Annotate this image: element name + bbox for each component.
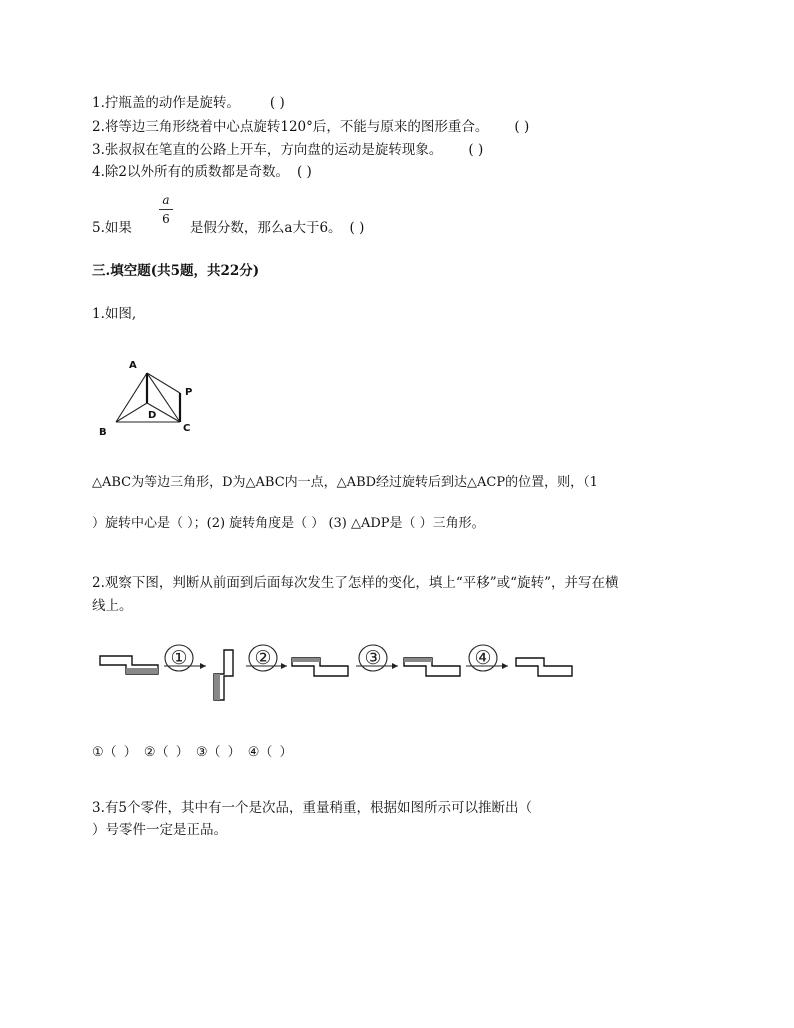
judgment-q3 bbox=[92, 141, 483, 159]
edge-ab bbox=[116, 373, 147, 422]
arrow-step-2 bbox=[246, 645, 287, 671]
answer-paren[interactable]: ( ) bbox=[349, 220, 365, 236]
step-1-label: ① bbox=[170, 647, 188, 669]
shape-2 bbox=[214, 650, 233, 700]
fill-q1-intro: 1.如图, bbox=[92, 306, 137, 322]
shape-4 bbox=[404, 658, 460, 676]
judgment-q1-text: 1.拧瓶盖的动作是旋转。 bbox=[92, 95, 240, 111]
shape-1 bbox=[100, 656, 158, 674]
fill-q2-line1: 2.观察下图，判断从前面到后面每次发生了怎样的变化，填上“平移”或“旋转”，并写在横 bbox=[92, 575, 619, 591]
step-3-label: ③ bbox=[364, 647, 382, 669]
label-b: B bbox=[99, 427, 107, 438]
arrow-step-1 bbox=[164, 645, 206, 671]
fill-q2-answers[interactable]: ①（ ） ②（ ） ③（ ） ④（ ） bbox=[92, 745, 293, 760]
fraction-bar bbox=[159, 209, 173, 210]
answer-paren[interactable]: ( ) bbox=[514, 119, 530, 135]
judgment-q5 bbox=[92, 219, 364, 237]
arrow-step-3 bbox=[356, 645, 398, 671]
fill-q2-line2: 线上。 bbox=[92, 598, 133, 614]
judgment-q4-text: 4.除2以外所有的质数都是奇数。 bbox=[92, 164, 289, 180]
label-c: C bbox=[183, 423, 191, 434]
judgment-q2-text: 2.将等边三角形绕着中心点旋转120°后，不能与原来的图形重合。 bbox=[92, 119, 489, 135]
answer-paren[interactable]: ( ) bbox=[296, 164, 312, 180]
fill-q3-line2: ）号零件一定是正品。 bbox=[92, 822, 227, 838]
answer-paren[interactable]: ( ) bbox=[468, 142, 484, 158]
q5-fraction-denominator: 6 bbox=[162, 212, 170, 226]
fill-q1-text-line2: ）旋转中心是（ ）；(2) 旋转角度是（ ） (3) △ADP是（ ）三角形。 bbox=[92, 516, 485, 531]
arrow-step-4 bbox=[466, 645, 508, 671]
fill-q3-line1: 3.有5个零件，其中有一个是次品，重量稍重，根据如图所示可以推断出（ bbox=[92, 800, 532, 816]
answer-paren[interactable]: ( ) bbox=[269, 95, 285, 111]
judgment-q1 bbox=[92, 94, 285, 112]
step-4-label: ④ bbox=[474, 647, 492, 669]
judgment-q2 bbox=[92, 118, 529, 136]
step-2-label: ② bbox=[254, 647, 272, 669]
judgment-q5-suffix: 是假分数，那么a大于6。 bbox=[189, 220, 342, 236]
judgment-q3-text: 3.张叔叔在笔直的公路上开车，方向盘的运动是旋转现象。 bbox=[92, 142, 443, 158]
label-d: D bbox=[148, 410, 157, 421]
section-title: 三.填空题(共5题，共22分) bbox=[92, 263, 260, 279]
shape-3 bbox=[292, 658, 348, 676]
judgment-q5-prefix: 5.如果 bbox=[92, 220, 132, 236]
segment-bd bbox=[116, 403, 147, 422]
shape-5 bbox=[516, 658, 572, 676]
q5-fraction-numerator: a bbox=[162, 193, 170, 207]
label-p: P bbox=[185, 387, 193, 398]
label-a: A bbox=[129, 360, 137, 371]
segment-ap bbox=[147, 373, 180, 393]
triangle-figure bbox=[92, 355, 202, 445]
shapes-sequence-figure bbox=[96, 630, 586, 705]
fill-q1-text-line1: △ABC为等边三角形，D为△ABC内一点，△ABD经过旋转后到达△ACP的位置，则，（1 bbox=[92, 475, 598, 490]
judgment-q4 bbox=[92, 163, 312, 181]
